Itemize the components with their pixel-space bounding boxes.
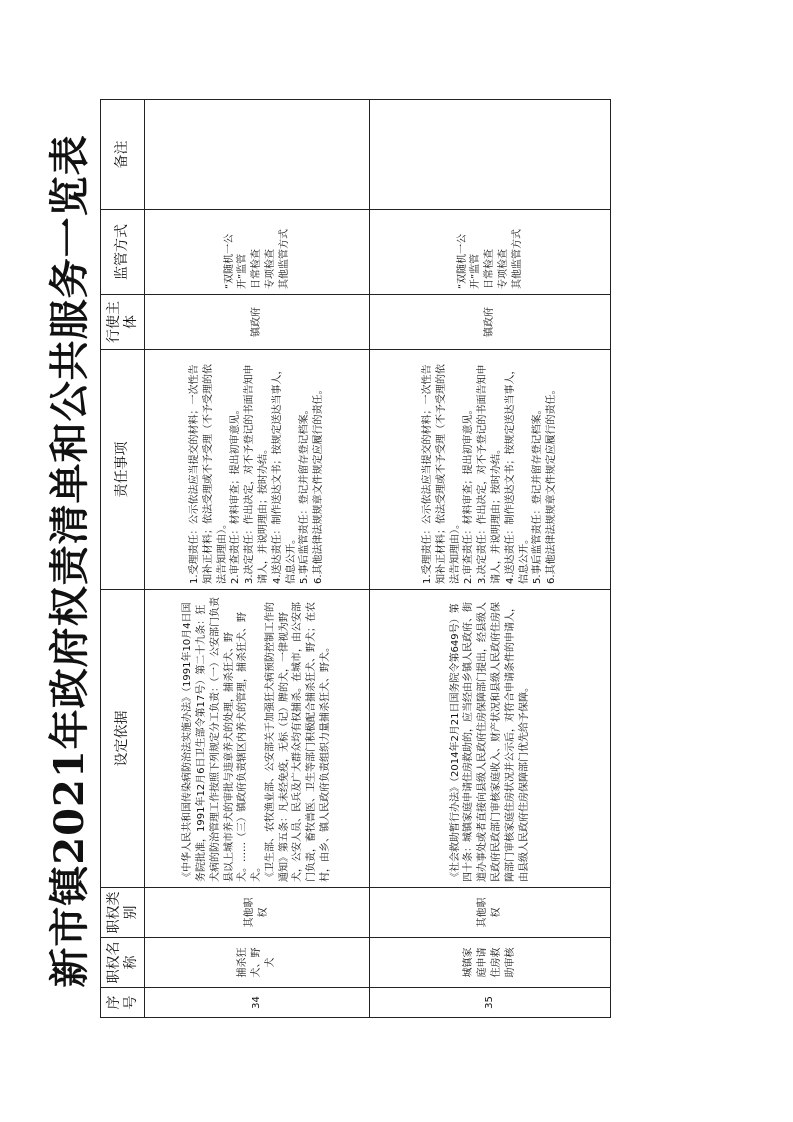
table-row (370, 100, 611, 1018)
responsibility-item: 3.决定责任：作出决定，对不予登记的书面告知申请人，并说明理由；按时办结。 (477, 364, 502, 584)
basis-paragraph: 《中华人民共和国传染病防治法实施办法》（1991年10月4日国务院批准，1991年12月6日卫生部令第17号）第二十九条：狂犬病的防治管理工作按照下列规定分工负责：（一）公安部门负责县以上城市养犬的审批与违章养犬的处理，捕杀狂犬、野犬。……（三）镇政府负责辖区内养犬的管理，捕杀狂犬、野犬。 (182, 597, 263, 882)
table-row (145, 100, 370, 1018)
cell-seq: 34 (145, 988, 370, 1018)
cell-supervision: “双随机一公开”监管 日常检查 专项检查 其他监管方式 (370, 210, 611, 295)
header-responsibility: 责任事项 (101, 350, 145, 590)
cell-category: 其他职权 (370, 888, 611, 938)
page-title: 新市镇2021年政府权责清单和公共服务一览表 (46, 134, 93, 988)
header-name: 职权名称 (101, 938, 145, 988)
cell-name: 城镇家庭申请住房救助审核 (370, 938, 611, 988)
cell-category: 其他职权 (145, 888, 370, 938)
responsibility-item: 5.事后监管责任：登记并留存登记档案。 (532, 404, 544, 584)
basis-paragraph: 《卫生部、农牧渔业部、公安部关于加强狂犬病预防控制工作的通知》第五条：凡未经免疫，无标（记）牌的犬，一律视为野犬，公安人员、民兵及广大群众均有权捕杀。在城市，由公安部门负责，畜牧兽医、卫生等部门积极配合捕杀狂犬、野犬；在农村，由乡、镇人民政府负责组织力量捕杀狂犬、野犬。 (264, 602, 332, 882)
header-remarks: 备注 (101, 100, 145, 210)
cell-seq: 35 (370, 988, 611, 1018)
cell-supervision: “双随机一公开”监管 日常检查 专项检查 其他监管方式 (145, 210, 370, 295)
cell-responsibility (145, 350, 370, 590)
header-category: 职权类别 (101, 888, 145, 938)
responsibility-item: 1.受理责任：公示依法应当提交的材料；一次性告知补正材料；依法受理或不予受理（不予受理的依法告知理由）。 (422, 364, 461, 584)
responsibility-item: 4.送达责任：制作送达文书；按规定送达当事人，信息公开。 (271, 364, 297, 584)
responsibility-item: 1.受理责任：公示依法应当提交的材料；一次性告知补正材料；依法受理或不予受理（不予受理的依法告知理由）。 (189, 364, 228, 584)
cell-basis (145, 590, 370, 888)
responsibility-item: 5.事后监管责任：登记并留存登记档案。 (299, 404, 311, 584)
responsibility-item: 2.审查责任：材料审查；提出初审意见。 (463, 404, 475, 584)
responsibility-item: 3.决定责任：作出决定，对不予登记的书面告知申请人，并说明理由；按时办结。 (244, 364, 269, 584)
responsibility-item: 6.其他法律法规规章文件规定应履行的责任。 (546, 384, 558, 584)
cell-subject: 镇政府 (370, 295, 611, 350)
cell-remarks (145, 100, 370, 210)
header-seq: 序号 (101, 988, 145, 1018)
table-header-row (101, 100, 145, 1018)
authority-table (100, 99, 611, 1018)
header-subject: 行使主体 (101, 295, 145, 350)
header-basis: 设定依据 (101, 590, 145, 888)
cell-name: 捕杀狂犬、野犬 (145, 938, 370, 988)
header-supervision: 监管方式 (101, 210, 145, 295)
cell-remarks (370, 100, 611, 210)
responsibility-item: 4.送达责任：制作送达文书；按规定送达当事人，信息公开。 (504, 364, 530, 584)
cell-subject: 镇政府 (145, 295, 370, 350)
cell-basis (370, 590, 611, 888)
basis-paragraph: 《社会救助暂行办法》（2014年2月21日国务院令第649号）第四十条：城镇家庭申请住房救助的，应当经由乡镇人民政府、街道办事处或者直接向县级人民政府住房保障部门提出，经县级人民政府民政部门审核家庭收入、财产状况和县级人民政府住房保障部门审核家庭住房状况并公示后，对符合申请条件的申请人，由县级人民政府住房保障部门优先给予保障。 (449, 602, 530, 882)
responsibility-item: 6.其他法律法规规章文件规定应履行的责任。 (313, 384, 325, 584)
cell-responsibility (370, 350, 611, 590)
responsibility-item: 2.审查责任：材料审查；提出初审意见。 (230, 404, 242, 584)
